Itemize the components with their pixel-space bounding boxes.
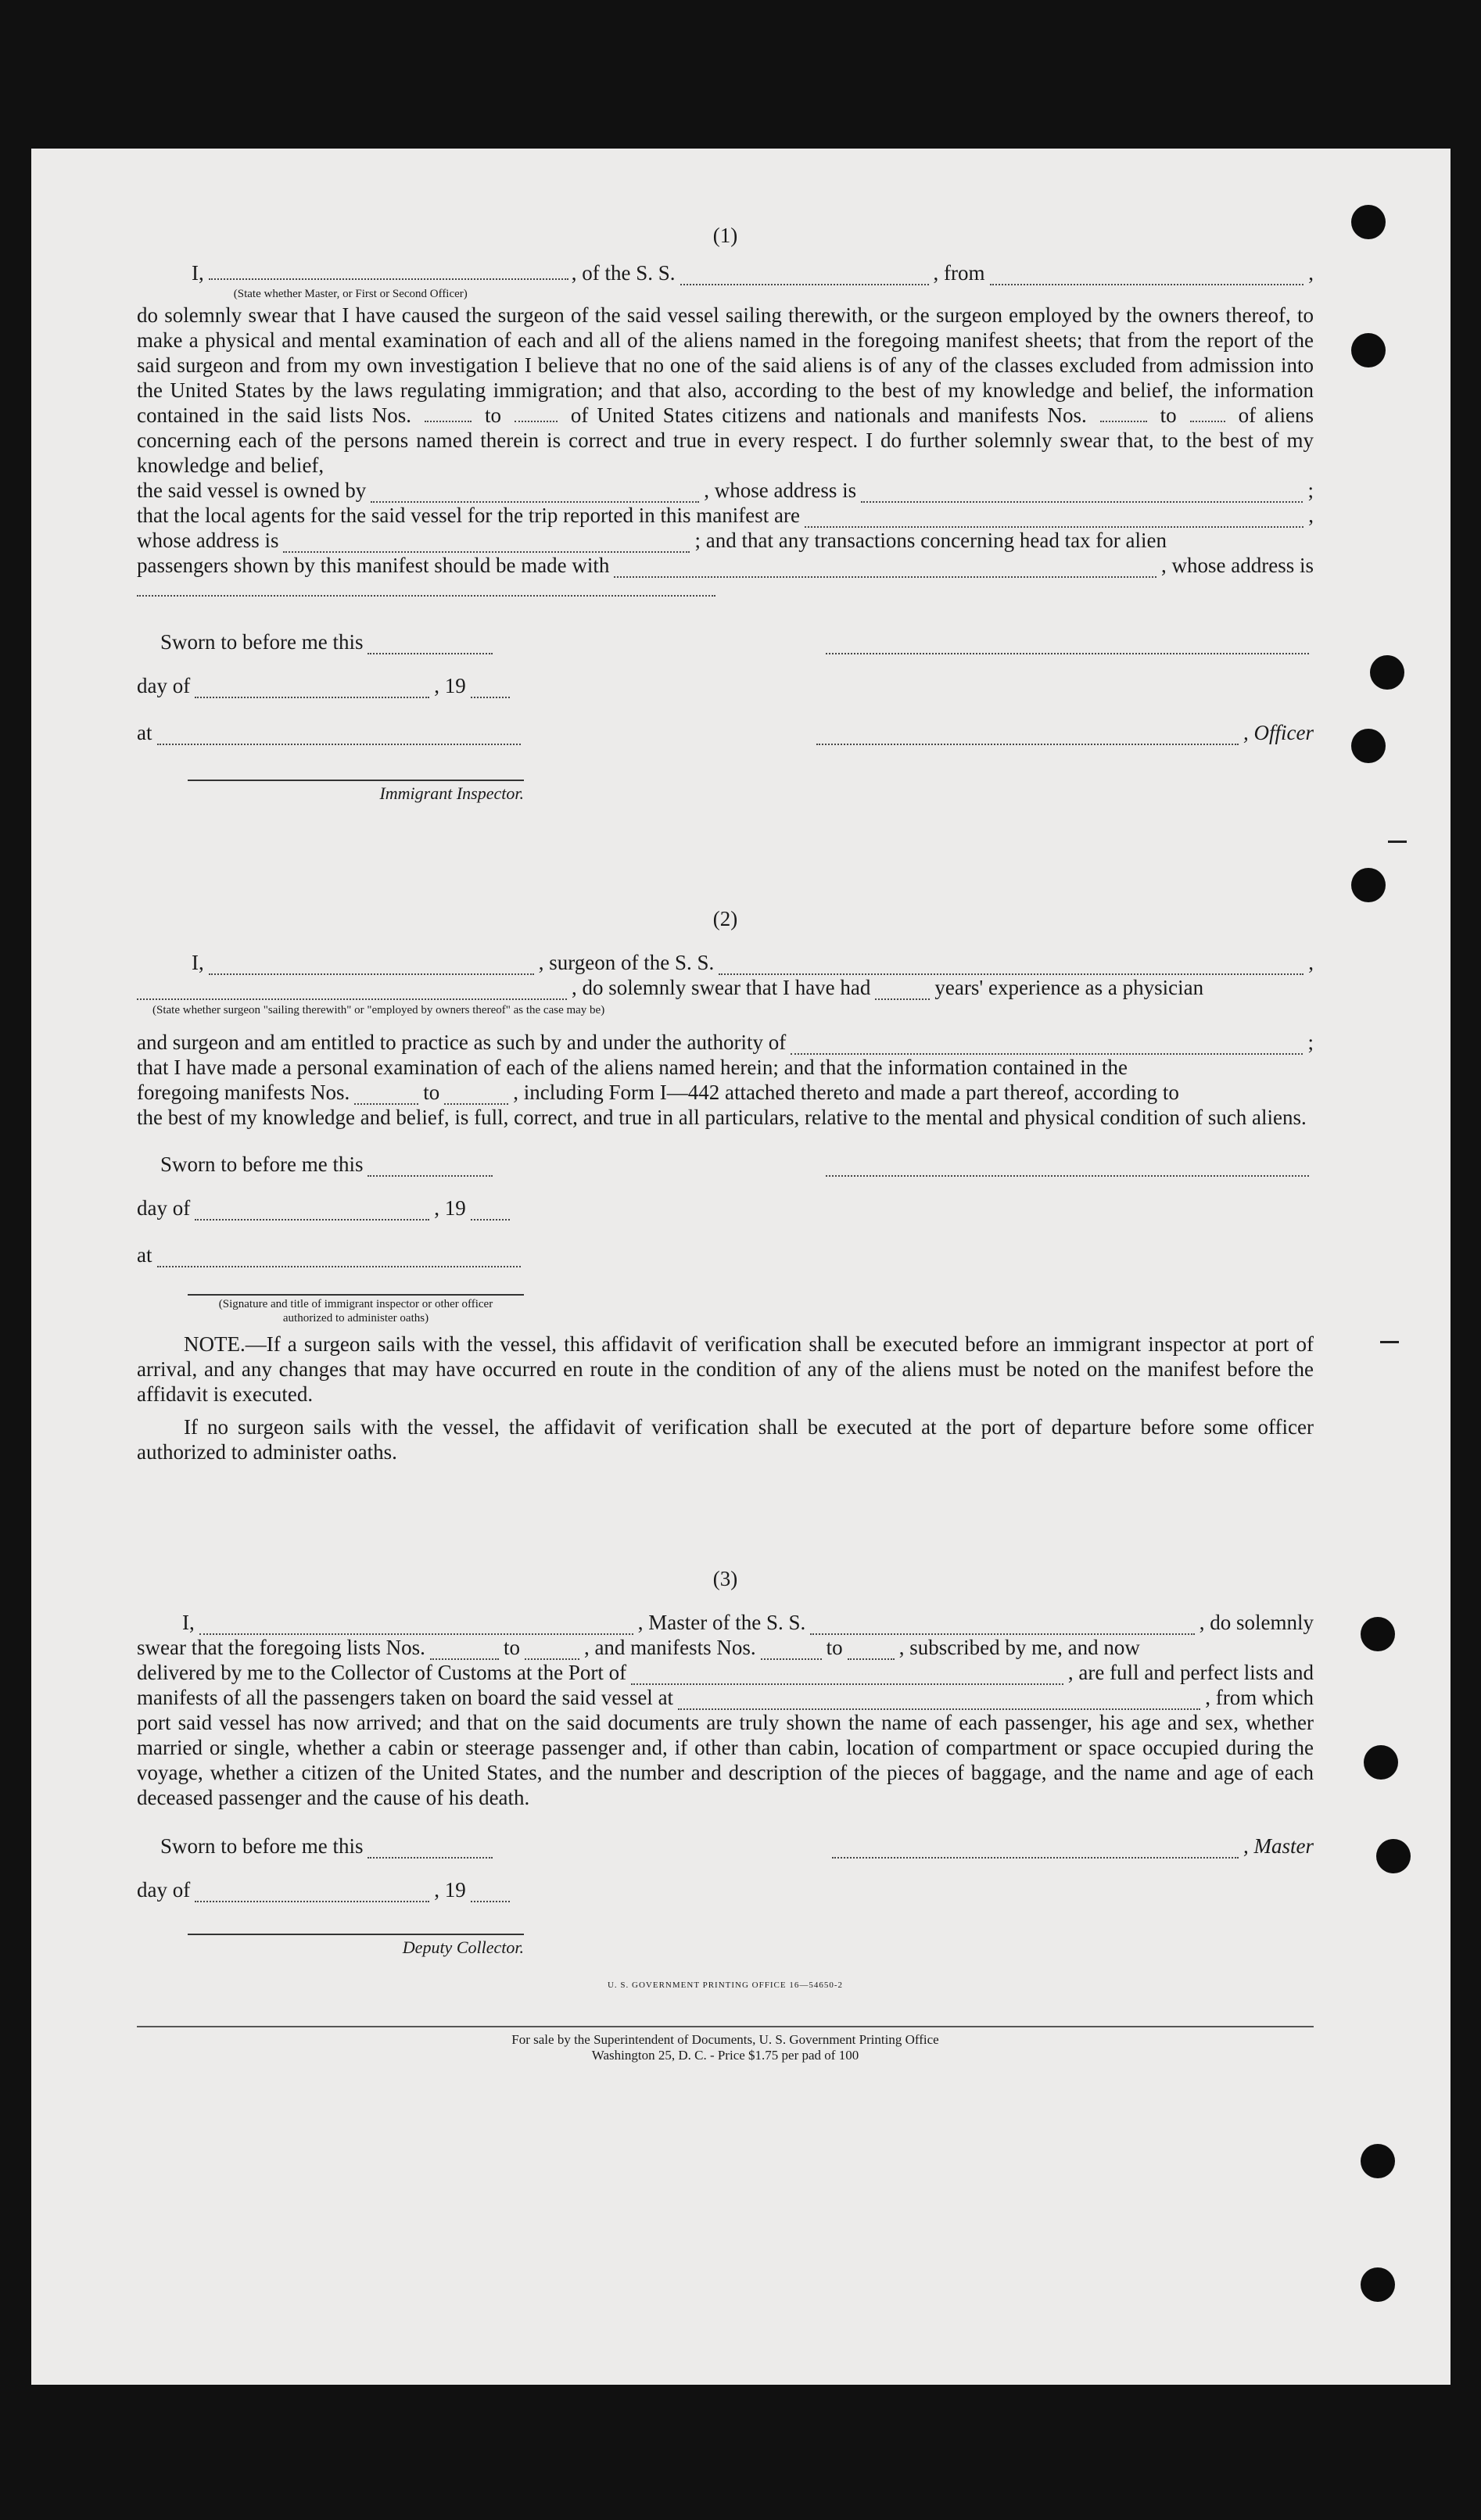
subscribed-label: , subscribed by me, and now [898, 1636, 1140, 1659]
section-2-body-text: that I have made a personal examination of each of the aliens named herein; and that the information contained in the [137, 1056, 1128, 1079]
from-which-label: , from which [1205, 1686, 1314, 1709]
head-tax-agent-field[interactable] [614, 559, 1156, 578]
officer-line[interactable] [816, 726, 1239, 745]
at-field[interactable] [157, 1249, 521, 1267]
years-field[interactable] [875, 981, 930, 1000]
printing-office-line: U. S. GOVERNMENT PRINTING OFFICE 16—54650-2 [607, 1981, 843, 1990]
surgeon-signature-field[interactable] [826, 1158, 1309, 1177]
deputy-collector-label: Deputy Collector. [402, 1937, 524, 1957]
note-2: If no surgeon sails with the vessel, the affidavit of verification shall be executed at the port of departure before some officer authorized to administer oaths. [137, 1415, 1314, 1464]
section-1-body-text: therein is correct and true in every respect. I do further solemnly swear that, to the best of my knowledge and belief, [137, 428, 1314, 477]
i-label: I, [182, 1611, 195, 1634]
swear-label: , do solemnly swear that I have had [572, 976, 871, 999]
form-content [137, 223, 1314, 2063]
surgeon-line [137, 950, 1314, 975]
punctuation: , [1308, 504, 1314, 527]
lists-from-field[interactable] [430, 1641, 499, 1660]
manifests-to-field[interactable] [848, 1641, 895, 1660]
punctuation: , [1308, 951, 1314, 974]
surgeon-type-caption: (State whether surgeon "sailing therewith" or "employed by owners thereof" as the case may be) [152, 1004, 605, 1016]
section-1-body [137, 303, 1314, 478]
surgeon-vessel-field[interactable] [719, 956, 1303, 975]
surgeon-type-field[interactable] [137, 981, 567, 1000]
whose-address-label: , whose address is [704, 479, 857, 502]
authority-field[interactable] [791, 1036, 1303, 1055]
head-tax-label: ; and that any transactions concerning head tax for alien [694, 529, 1167, 552]
master-name-field[interactable] [199, 1616, 633, 1635]
from-label: , from [933, 261, 985, 285]
manifests-to-field[interactable] [1190, 403, 1225, 422]
port-field[interactable] [631, 1666, 1063, 1685]
solemnly-label: , do solemnly [1199, 1611, 1314, 1634]
manifests-from-field[interactable] [1100, 403, 1147, 422]
day-of-line [137, 673, 1314, 698]
to-label: to [1160, 403, 1177, 427]
manifests-from-field[interactable] [761, 1641, 822, 1660]
from-port-field[interactable] [990, 267, 1304, 285]
edge-mark [1388, 841, 1407, 843]
officer-rank-field[interactable] [209, 261, 568, 280]
edge-mark [1380, 1341, 1399, 1343]
binder-hole [1370, 655, 1404, 690]
deputy-signature [188, 1927, 524, 1960]
year-label: , 19 [434, 1878, 466, 1902]
binder-hole [1351, 333, 1386, 367]
binder-hole [1351, 205, 1386, 239]
whose-address-label: whose address is [137, 529, 279, 552]
years-label: years' experience as a physician [934, 976, 1204, 999]
day-of-label: day of [137, 1878, 191, 1902]
including-label: , including Form I—442 attached thereto and made a part thereof, according to [513, 1081, 1179, 1104]
owner-field[interactable] [371, 484, 699, 503]
section-2-body-end: the best of my knowledge and belief, is full, correct, and true in all particulars, relative to the mental and physical condition of such aliens. [137, 1106, 1307, 1129]
sworn-line-3 [137, 1834, 1314, 1859]
i-label: I, [192, 261, 204, 285]
oath-officer-signature-line[interactable] [188, 1288, 524, 1296]
deputy-signature-line[interactable] [188, 1927, 524, 1935]
year-field[interactable] [471, 679, 510, 698]
punctuation: , [1308, 261, 1314, 285]
sworn-day-field[interactable] [368, 1840, 493, 1859]
owner-address-field[interactable] [861, 484, 1303, 503]
at-line-2 [137, 1242, 1314, 1267]
year-label: , 19 [434, 674, 466, 697]
local-agents-label: that the local agents for the said vessel for the trip reported in this manifest are [137, 504, 800, 527]
lists-line [137, 1635, 1314, 1660]
agents-line [137, 503, 1314, 528]
lists-from-field[interactable] [425, 403, 472, 422]
lists-to-field[interactable] [525, 1641, 579, 1660]
manifest-page [31, 149, 1451, 2385]
month-field[interactable] [195, 1202, 429, 1221]
swear-label: swear that the foregoing lists Nos. [137, 1636, 425, 1659]
section-2-title: (2) [712, 907, 738, 930]
to-label: to [484, 403, 501, 427]
port-line [137, 1660, 1314, 1685]
binder-hole [1364, 1745, 1398, 1780]
officer-rank-caption: (State whether Master, or First or Second Officer) [233, 288, 468, 300]
inspector-signature-line[interactable] [188, 770, 524, 781]
officer-label: , Officer [1243, 721, 1314, 744]
inspector-signature [188, 770, 524, 806]
manifests-label: , and manifests Nos. [583, 1636, 756, 1659]
month-field[interactable] [195, 1884, 429, 1902]
sale-line-1: For sale by the Superintendent of Documents, U. S. Government Printing Office [511, 2032, 939, 2047]
officer-signature-field[interactable] [826, 636, 1309, 654]
day-of-line-2 [137, 1195, 1314, 1221]
binder-hole [1351, 729, 1386, 763]
master-of-label: , Master of the S. S. [637, 1611, 806, 1634]
foregoing-line [137, 1080, 1314, 1105]
whose-address-label: , whose address is [1161, 554, 1314, 577]
at-label: at [137, 1243, 152, 1267]
section-3-title: (3) [712, 1567, 738, 1590]
lists-to-field[interactable] [515, 403, 558, 422]
manifests-from-field[interactable] [354, 1086, 418, 1105]
day-of-line-3 [137, 1877, 1314, 1902]
master-line [137, 1610, 1314, 1635]
head-tax-address-line [137, 578, 1314, 597]
section-1-body-text: of aliens concerning each of the persons named [137, 403, 1314, 452]
master-vessel-field[interactable] [810, 1616, 1195, 1635]
surgeon-name-field[interactable] [209, 956, 534, 975]
head-tax-address-field[interactable] [137, 578, 715, 597]
punctuation: ; [1307, 479, 1314, 502]
experience-line [137, 975, 1314, 1016]
year-label: , 19 [434, 1196, 466, 1220]
note-1: NOTE.—If a surgeon sails with the vessel, this affidavit of verification shall be executed before an immigrant inspector at port of arrival, and any changes that may have occurred en route in the condition of any of the aliens must be noted on the manifest before the affidavit is executed. [137, 1332, 1314, 1406]
authority-line [137, 1030, 1314, 1055]
authority-label: and surgeon and am entitled to practice as such by and under the authority of [137, 1031, 787, 1054]
master-signature-field[interactable] [832, 1840, 1239, 1859]
owned-by-label: the said vessel is owned by [137, 479, 367, 502]
to-label: to [826, 1636, 843, 1659]
section-3-body: port said vessel has now arrived; and that on the said documents are truly shown the name of each passenger, his age and sex, whether married or single, whether a cabin or steerage passenger and, if other than cabin, location of compartment or space occupied during the voyage, whether a citizen of the United States, and the number and description of the pieces of baggage, and the name and age of each deceased passenger and the cause of his death. [137, 1711, 1314, 1809]
section-1-body-text: do solemnly swear that I have caused the surgeon of the said vessel sailing therewith, or the surgeon employed by the owners thereof, to make a physical and mental examination of each and all of the aliens named in the foregoing manifest sheets; that from the report of the said surgeon and from my own investigation I believe that no one of the said aliens is of any of the classes excluded from admission into the United States by the laws regulating immigration; and that also, according to the best of my knowledge and belief, the information contained in the said lists Nos. [137, 303, 1314, 427]
sworn-label: Sworn to before me this [160, 630, 364, 654]
day-of-label: day of [137, 1196, 191, 1220]
at-field[interactable] [157, 726, 521, 745]
manifests-to-field[interactable] [444, 1086, 508, 1105]
punctuation: ; [1307, 1031, 1314, 1054]
at-line [137, 720, 1314, 745]
i-label: I, [192, 951, 204, 974]
owner-line [137, 478, 1314, 503]
vessel-name-field[interactable] [680, 267, 929, 285]
foregoing-label: foregoing manifests Nos. [137, 1081, 350, 1104]
surgeon-of-label: , surgeon of the S. S. [538, 951, 715, 974]
sworn-day-field[interactable] [368, 636, 493, 654]
section-1-title: (1) [712, 224, 738, 247]
passengers-label: passengers shown by this manifest should be made with [137, 554, 610, 577]
section-1-line-1 [137, 260, 1314, 300]
immigrant-inspector-label: Immigrant Inspector. [379, 783, 524, 803]
binder-hole [1361, 1617, 1395, 1651]
full-label: , are full and perfect lists and [1067, 1661, 1314, 1684]
taken-on-board-line [137, 1685, 1314, 1710]
sworn-label: Sworn to before me this [160, 1152, 364, 1176]
section-1-body-text: of United States citizens and nationals and manifests Nos. [570, 403, 1087, 427]
manifests-all-label: manifests of all the passengers taken on board the said vessel at [137, 1686, 674, 1709]
year-field[interactable] [471, 1202, 510, 1221]
agents-address-field[interactable] [283, 534, 690, 553]
embarkation-field[interactable] [678, 1691, 1200, 1710]
month-field[interactable] [195, 679, 429, 698]
delivered-label: delivered by me to the Collector of Customs at the Port of [137, 1661, 627, 1684]
head-tax-line [137, 553, 1314, 578]
year-field[interactable] [471, 1884, 510, 1902]
oath-officer-caption: (Signature and title of immigrant inspector or other officer authorized to administer oaths) [218, 1298, 493, 1325]
agents-address-line [137, 528, 1314, 553]
sworn-day-field[interactable] [368, 1158, 493, 1177]
day-of-label: day of [137, 674, 191, 697]
sale-line-2: Washington 25, D. C. - Price $1.75 per pad of 100 [591, 2048, 859, 2063]
sworn-line [137, 629, 1314, 654]
master-label: , Master [1243, 1834, 1314, 1858]
oath-officer-signature [188, 1288, 524, 1327]
to-label: to [503, 1636, 520, 1659]
sworn-line-2 [137, 1152, 1314, 1177]
at-label: at [137, 721, 152, 744]
local-agents-field[interactable] [805, 509, 1303, 528]
section-2-body-line [137, 1055, 1314, 1080]
binder-hole [1361, 2144, 1395, 2178]
binder-hole [1351, 868, 1386, 902]
binder-hole [1361, 2267, 1395, 2302]
binder-hole [1376, 1839, 1411, 1873]
sworn-label: Sworn to before me this [160, 1834, 364, 1858]
of-ss-label: , of the S. S. [571, 261, 676, 285]
to-label: to [423, 1081, 440, 1104]
